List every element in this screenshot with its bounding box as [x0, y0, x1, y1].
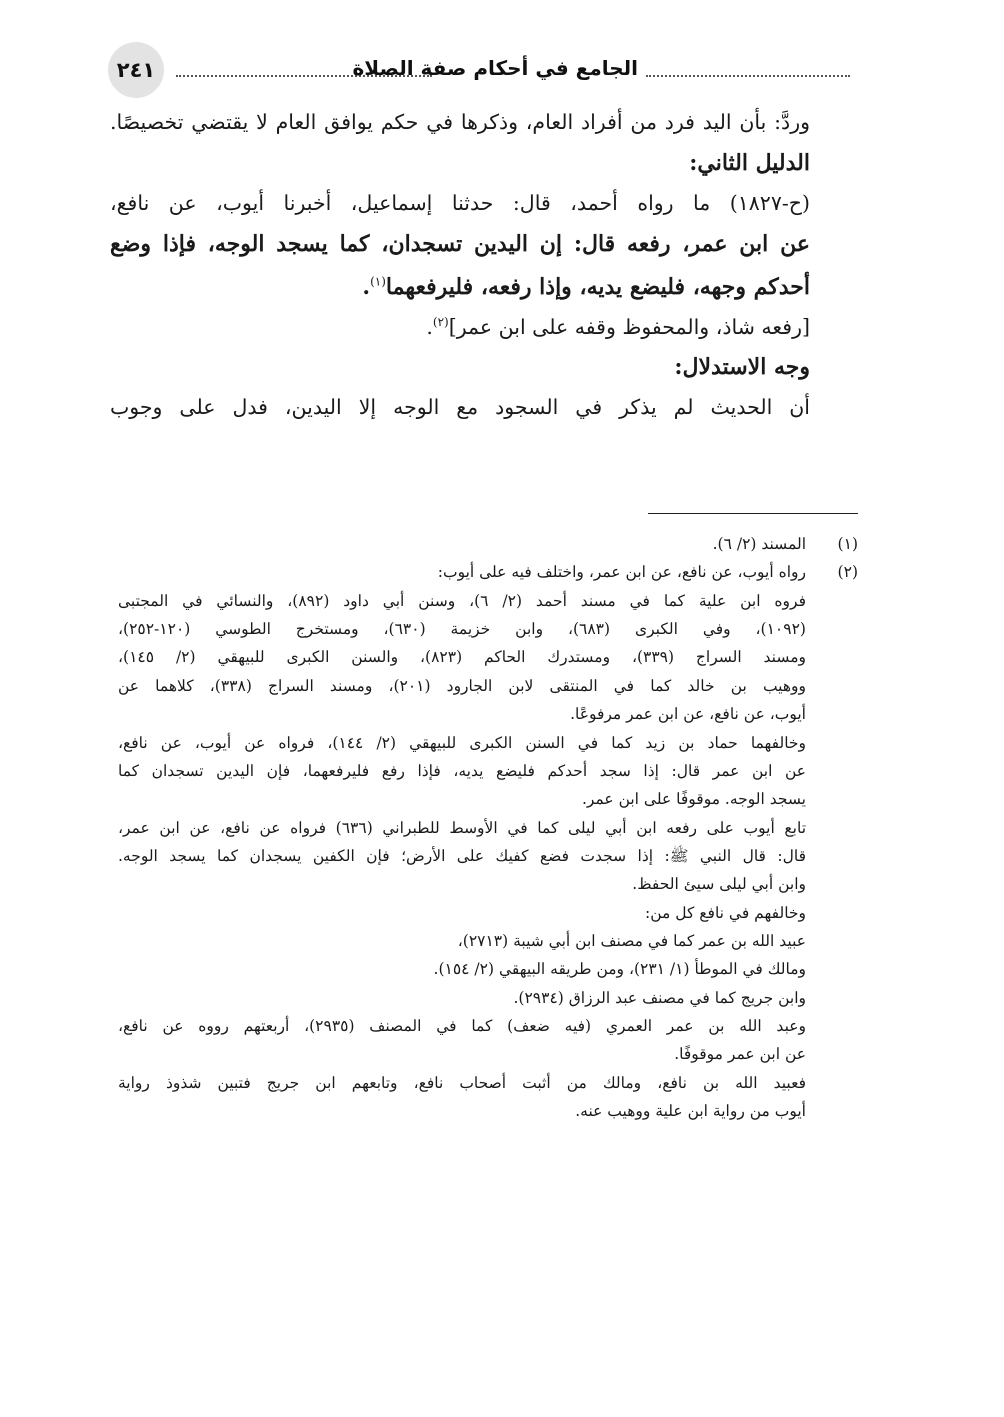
- footnote-1-number: (١): [837, 535, 858, 553]
- section-heading-inference: وجه الاستدلال:: [674, 354, 810, 381]
- footnote-2-line: أيوب، عن نافع، عن ابن عمر مرفوعًا.: [570, 705, 806, 724]
- main-text: [110, 104, 810, 427]
- footnote-1: [118, 530, 858, 558]
- footnote-separator: [648, 513, 858, 514]
- footnote-2-number: (٢): [837, 563, 858, 582]
- page-header: [108, 42, 850, 98]
- rebuttal-line: وردَّ: بأن اليد فرد من أفراد العام، وذكرها في حكم يوافق العام لا يقتضي تخصيصًا.: [110, 110, 810, 134]
- footnote-2-line: رواه أيوب، عن نافع، عن ابن عمر، واختلف فيه على أيوب:: [437, 563, 806, 582]
- footnote-2-line: (١٠٩٢)، وفي الكبرى (٦٨٣)، وابن خزيمة (٦٣٠)، ومستخرج الطوسي (١٢٠-٢٥٢)،: [118, 620, 806, 639]
- footnote-ref-1[interactable]: (١): [370, 274, 386, 289]
- hadith-text-line-2-content: أحدكم وجهه، فليضع يديه، وإذا رفعه، فليرفعهما: [385, 273, 810, 300]
- footnote-2-line: أيوب من رواية ابن علية ووهيب عنه.: [575, 1102, 806, 1121]
- footnote-2-line: عن ابن عمر قال: إذا سجد أحدكم فليضع يديه، فإذا رفع فليرفعهما، فإن اليدين تسجدان كما: [118, 761, 806, 780]
- footnote-ref-2[interactable]: (٢): [432, 314, 449, 329]
- running-title: الجامع في أحكام صفة الصلاة: [352, 56, 638, 80]
- footnote-2-line: وخالفهما حماد بن زيد كما في السنن الكبرى للبيهقي (٢/ ١٤٤)، فرواه عن أيوب، عن نافع،: [118, 733, 806, 752]
- hadith-text-line-1: عن ابن عمر، رفعه قال: إن اليدين تسجدان، كما يسجد الوجه، فإذا وضع: [110, 230, 810, 257]
- header-dotted-rule-right: [646, 75, 850, 77]
- ruling-text: [رفعه شاذ، والمحفوظ وقفه على ابن عمر]: [448, 314, 810, 339]
- footnote-2-line: ومالك في الموطأ (١/ ٢٣١)، ومن طريقه البيهقي (٢/ ١٥٤).: [433, 960, 806, 979]
- page-number: ٢٤١: [108, 42, 164, 98]
- hadith-text-line-2: [110, 266, 810, 309]
- section-heading-second-evidence: الدليل الثاني:: [689, 149, 810, 176]
- footnote-2-line: وابن جريج كما في مصنف عبد الرزاق (٢٩٣٤).: [513, 988, 806, 1007]
- footnotes: [118, 530, 858, 1126]
- footnote-2-line: ووهيب بن خالد كما في المنتقى لابن الجارود (٢٠١)، ومسند السراج (٣٣٨)، كلاهما عن: [118, 676, 807, 695]
- footnote-2-line: فعبيد الله بن نافع، ومالك من أثبت أصحاب نافع، وتابعهم ابن جريج فتبين شذوذ رواية: [118, 1073, 806, 1092]
- footnote-2-line: عبيد الله بن عمر كما في مصنف ابن أبي شيبة (٢٧١٣)،: [457, 932, 806, 951]
- footnote-2-line: وعبد الله بن عمر العمري (فيه ضعف) كما في المصنف (٢٩٣٥)، أربعتهم رووه عن نافع،: [118, 1017, 806, 1036]
- hadith-end-mark: .: [362, 273, 371, 300]
- footnote-2-line: عن ابن عمر موقوفًا.: [674, 1045, 806, 1064]
- footnote-2-line: تابع أيوب على رفعه ابن أبي ليلى كما في الأوسط للطبراني (٦٣٦) فرواه عن نافع، عن ابن عمر،: [118, 818, 807, 837]
- footnote-2: [118, 558, 858, 586]
- footnote-2-line: فروه ابن علية كما في مسند أحمد (٢/ ٦)، وسنن أبي داود (٨٩٢)، والنسائي في المجتبى: [118, 591, 807, 610]
- footnote-2-line: وابن أبي ليلى سيئ الحفظ.: [632, 875, 806, 894]
- footnote-1-text: المسند (٢/ ٦).: [712, 535, 806, 553]
- inference-line: أن الحديث لم يذكر في السجود مع الوجه إلا اليدين، فدل على وجوب: [110, 395, 810, 420]
- footnote-2-line: ومسند السراج (٣٣٩)، ومستدرك الحاكم (٨٢٣)، والسنن الكبرى للبيهقي (٢/ ١٤٥)،: [118, 648, 806, 667]
- ruling-end-mark: .: [426, 314, 433, 339]
- footnote-2-continuation: [118, 587, 858, 1126]
- hadith-chain: (ح-١٨٢٧) ما رواه أحمد، قال: حدثنا إسماعيل، أخبرنا أيوب، عن نافع،: [110, 190, 810, 215]
- footnote-2-line: قال: قال النبي ﷺ: إذا سجدت فضع كفيك على الأرض؛ فإن الكفين يسجدان كما يسجد الوجه.: [118, 846, 806, 865]
- footnote-2-line: يسجد الوجه. موقوفًا على ابن عمر.: [581, 790, 806, 809]
- footnote-2-line: وخالفهم في نافع كل من:: [645, 903, 806, 922]
- ruling-line: [110, 309, 810, 347]
